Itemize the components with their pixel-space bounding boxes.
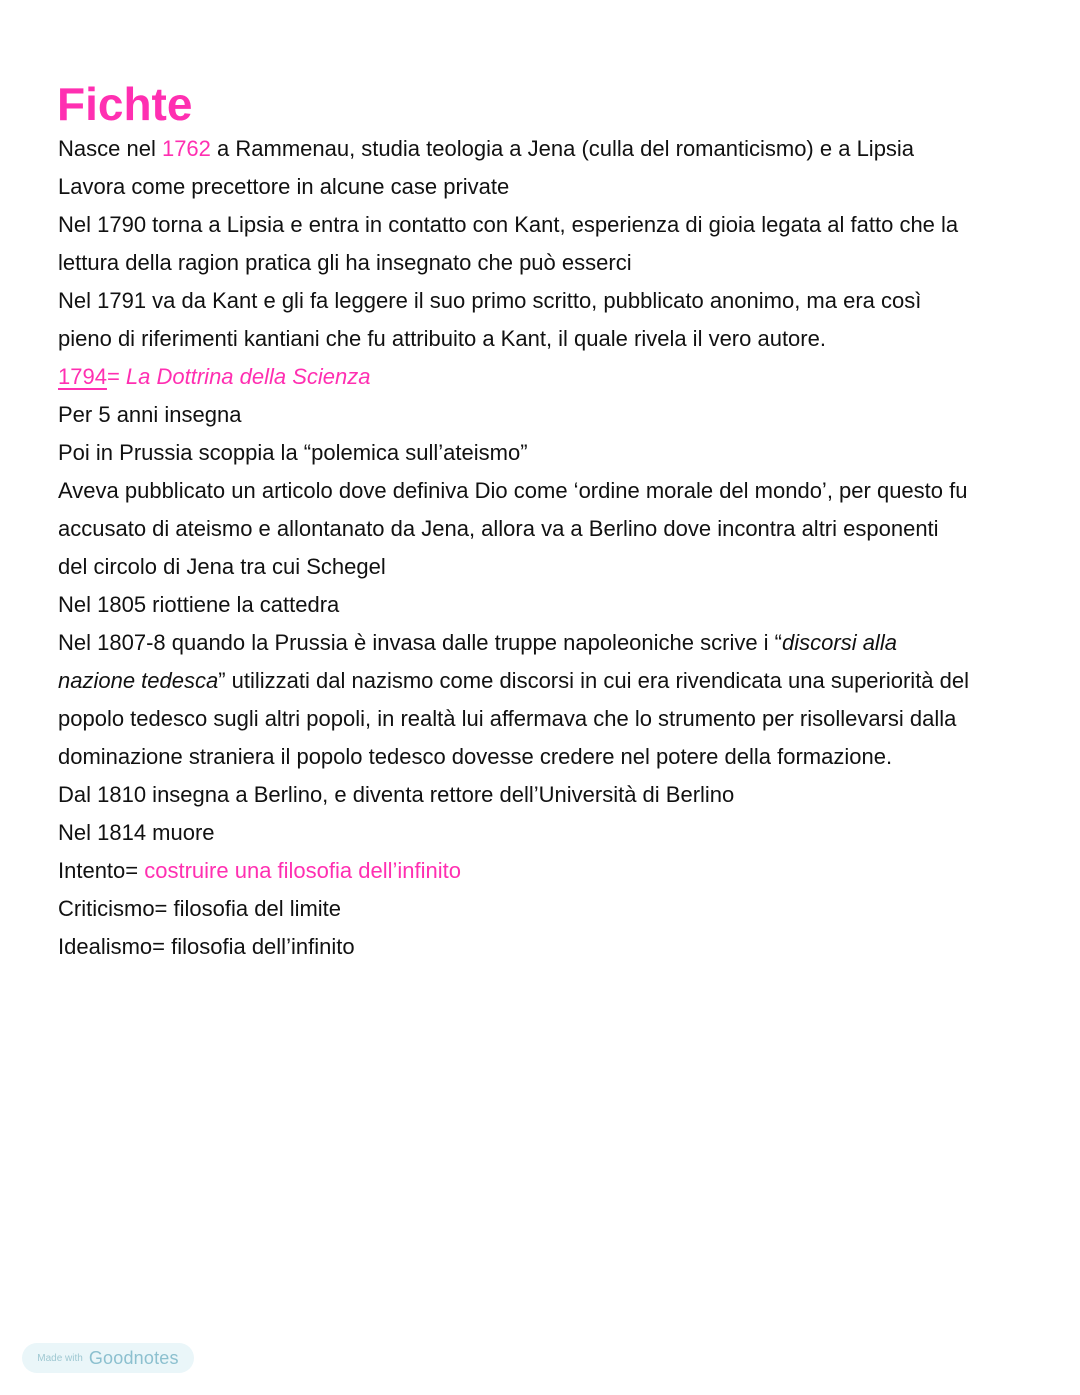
- text-segment: Intento=: [58, 858, 145, 883]
- text-line-4: lettura della ragion pratica gli ha insegnato che può esserci: [58, 250, 632, 275]
- text-segment: Nel 1807-8 quando la Prussia è invasa dalle truppe napoleoniche scrive i “: [58, 630, 783, 655]
- text-line-6: pieno di riferimenti kantiani che fu attribuito a Kant, il quale rivela il vero autore.: [58, 326, 826, 351]
- highlight-intent: costruire una filosofia dell’infinito: [144, 858, 461, 883]
- text-segment: Nasce nel: [58, 136, 162, 161]
- highlight-year: 1762: [161, 136, 211, 161]
- goodnotes-badge[interactable]: [22, 1343, 194, 1373]
- text-line-11: accusato di ateismo e allontanato da Jena, allora va a Berlino dove incontra altri esponenti: [58, 516, 939, 541]
- badge-made-with: Made with: [37, 1352, 83, 1364]
- text-line-19: Nel 1814 muore: [58, 820, 215, 845]
- text-line-1: [58, 130, 1038, 168]
- work-title: La Dottrina della Scienza: [125, 364, 371, 389]
- text-line-17: dominazione straniera il popolo tedesco dovesse credere nel potere della formazione.: [58, 744, 893, 769]
- text-line-12: del circolo di Jena tra cui Schegel: [58, 554, 386, 579]
- note-page: [58, 78, 1038, 966]
- text-line-5: Nel 1791 va da Kant e gli fa leggere il suo primo scritto, pubblicato anonimo, ma era così: [58, 288, 922, 313]
- text-line-18: Dal 1810 insegna a Berlino, e diventa rettore dell’Università di Berlino: [58, 782, 735, 807]
- text-line-13: Nel 1805 riottiene la cattedra: [58, 592, 340, 617]
- text-line-9: Poi in Prussia scoppia la “polemica sull’ateismo”: [58, 440, 528, 465]
- text-segment: ” utilizzati dal nazismo come discorsi in cui era rivendicata una superiorità del: [218, 668, 970, 693]
- text-line-16: popolo tedesco sugli altri popoli, in realtà lui affermava che lo strumento per risollevarsi dalla: [58, 706, 957, 731]
- text-line-7: [58, 358, 1038, 396]
- text-line-2: Lavora come precettore in alcune case private: [58, 174, 510, 199]
- text-line-15: [58, 662, 1038, 700]
- work-title-part: nazione tedesca: [58, 668, 219, 693]
- work-title-part: discorsi alla: [782, 630, 897, 655]
- highlight-year-underlined: 1794: [58, 364, 107, 389]
- page-title: Fichte: [57, 78, 193, 130]
- text-segment: a Rammenau, studia teologia a Jena (culla del romanticismo) e a Lipsia: [210, 136, 915, 161]
- text-line-21: Criticismo= filosofia del limite: [58, 896, 342, 921]
- text-line-14: [58, 624, 1038, 662]
- text-line-10: Aveva pubblicato un articolo dove definiva Dio come ‘ordine morale del mondo’, per questo fu: [58, 478, 968, 503]
- text-line-8: Per 5 anni insegna: [58, 402, 242, 427]
- text-line-3: Nel 1790 torna a Lipsia e entra in contatto con Kant, esperienza di gioia legata al fatto che la: [58, 212, 959, 237]
- badge-brand: Goodnotes: [88, 1347, 179, 1368]
- text-line-22: Idealismo= filosofia dell’infinito: [58, 934, 355, 959]
- text-line-20: [58, 852, 1038, 890]
- text-segment: =: [106, 364, 126, 389]
